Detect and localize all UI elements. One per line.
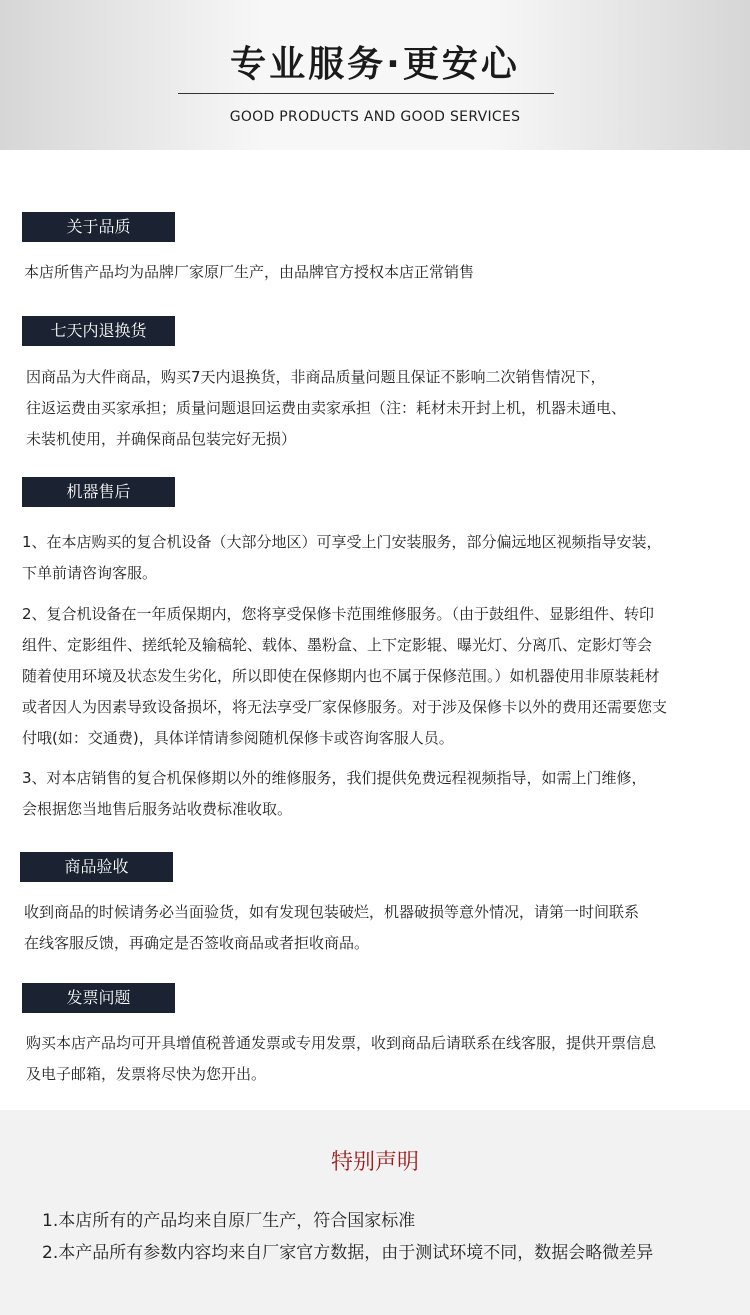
text-line: 付哦(如：交通费)，具体详情请参阅随机保修卡或咨询客服人员。: [22, 729, 454, 747]
page-title: 专业服务·更安心: [230, 44, 520, 85]
special-statement-list: [42, 1205, 722, 1269]
text-line: 及电子邮箱，发票将尽快为您开出。: [26, 1065, 267, 1083]
text-line: 本店所售产品均为品牌厂家原厂生产，由品牌官方授权本店正常销售: [24, 263, 475, 281]
text-line: 购买本店产品均可开具增值税普通发票或专用发票，收到商品后请联系在线客服，提供开票信息: [26, 1034, 657, 1052]
text-line: 2、复合机设备在一年质保期内，您将享受保修卡范围维修服务。（由于鼓组件、显影组件、转印: [22, 605, 655, 623]
after-sales-item-1: [22, 527, 722, 589]
special-statement-panel: [0, 1110, 750, 1315]
text-line: 下单前请咨询客服。: [22, 564, 158, 582]
text-line: 或者因人为因素导致设备损坏，将无法享受厂家保修服务。对于涉及保修卡以外的费用还需要您支: [22, 698, 668, 716]
after-sales-item-2: [22, 599, 722, 754]
text-line: 收到商品的时候请务必当面验货，如有发现包装破烂，机器破损等意外情况，请第一时间联系: [24, 903, 640, 921]
special-statement-title: 特别声明: [330, 1150, 419, 1175]
text-line: 3、对本店销售的复合机保修期以外的维修服务，我们提供免费远程视频指导，如需上门维修，: [22, 769, 647, 787]
text-line: 未装机使用，并确保商品包装完好无损）: [26, 430, 297, 448]
page-subtitle: GOOD PRODUCTS AND GOOD SERVICES: [229, 109, 521, 125]
section-text-returns: [26, 362, 726, 455]
text-line: 往返运费由买家承担；质量问题退回运费由卖家承担（注：耗材未开封上机，机器未通电、: [26, 399, 627, 417]
statement-item: 2.本产品所有参数内容均来自厂家官方数据，由于测试环境不同，数据会略微差异: [42, 1243, 654, 1263]
after-sales-item-3: [22, 763, 722, 825]
section-text-quality: [24, 257, 724, 288]
title-divider: [178, 93, 554, 94]
statement-item: 1.本店所有的产品均来自原厂生产，符合国家标准: [42, 1211, 416, 1231]
section-tag-after-sales: 机器售后: [22, 477, 175, 507]
text-line: 组件、定影组件、搓纸轮及输稿轮、载体、墨粉盒、上下定影辊、曝光灯、分离爪、定影灯等会: [22, 636, 653, 654]
text-line: 在线客服反馈，再确定是否签收商品或者拒收商品。: [24, 934, 370, 952]
text-line: 会根据您当地售后服务站收费标准收取。: [22, 800, 293, 818]
text-line: 随着使用环境及状态发生劣化，所以即使在保修期内也不属于保修范围。）如机器使用非原装耗材: [22, 667, 660, 685]
section-text-invoice: [26, 1028, 726, 1090]
page-header: [0, 0, 750, 150]
text-line: 1、在本店购买的复合机设备（大部分地区）可享受上门安装服务，部分偏远地区视频指导安装，: [22, 533, 662, 551]
section-tag-inspection: 商品验收: [20, 852, 173, 882]
section-tag-quality: 关于品质: [22, 212, 175, 242]
text-line: 因商品为大件商品，购买7天内退换货，非商品质量问题且保证不影响二次销售情况下，: [26, 368, 606, 386]
section-tag-returns: 七天内退换货: [22, 316, 175, 346]
section-tag-invoice: 发票问题: [22, 983, 175, 1013]
section-text-inspection: [24, 897, 724, 959]
